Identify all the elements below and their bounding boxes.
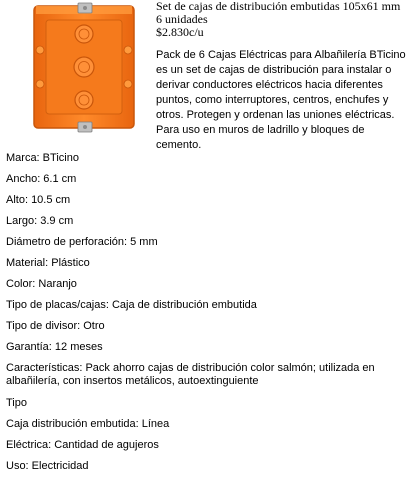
spec-line: Caja distribución embutida: Línea — [6, 418, 170, 430]
spec-use: Uso: Electricidad — [6, 460, 89, 472]
spec-list — [6, 152, 412, 481]
product-header — [156, 0, 414, 39]
product-image — [28, 0, 140, 136]
spec-features: Características: Pack ahorro cajas de distribución color salmón; utilizada en albañilería, con insertos metálicos, autoextinguiente — [6, 362, 375, 387]
spec-material: Material: Plástico — [6, 257, 90, 269]
spec-warranty: Garantía: 12 meses — [6, 341, 103, 353]
spec-box-type: Tipo de placas/cajas: Caja de distribución embutida — [6, 299, 257, 311]
spec-color: Color: Naranjo — [6, 278, 77, 290]
product-price: $2.830c/u — [156, 25, 204, 39]
spec-holes: Eléctrica: Cantidad de agujeros — [6, 439, 159, 451]
spec-height: Alto: 10.5 cm — [6, 194, 71, 206]
product-title: Set de cajas de distribución embutidas 105x61 mm — [156, 0, 401, 13]
product-units: 6 unidades — [156, 12, 208, 26]
spec-type: Tipo — [6, 397, 27, 409]
spec-divider-type: Tipo de divisor: Otro — [6, 320, 105, 332]
spec-length: Largo: 3.9 cm — [6, 215, 74, 227]
spec-perforation-diameter: Diámetro de perforación: 5 mm — [6, 236, 158, 248]
product-description: Pack de 6 Cajas Eléctricas para Albañilería BTicino es un set de cajas de distribución para instalar o derivar conductores eléctricos hacia diferentes puntos, como interruptores, centros, enchufes y otros. Protegen y ordenan las uniones eléctricas. Para uso en muros de ladrillo y bloques de cemento. — [156, 49, 406, 151]
spec-width: Ancho: 6.1 cm — [6, 173, 77, 185]
electrical-box-illustration — [28, 0, 140, 136]
spec-brand: Marca: BTicino — [6, 152, 79, 164]
